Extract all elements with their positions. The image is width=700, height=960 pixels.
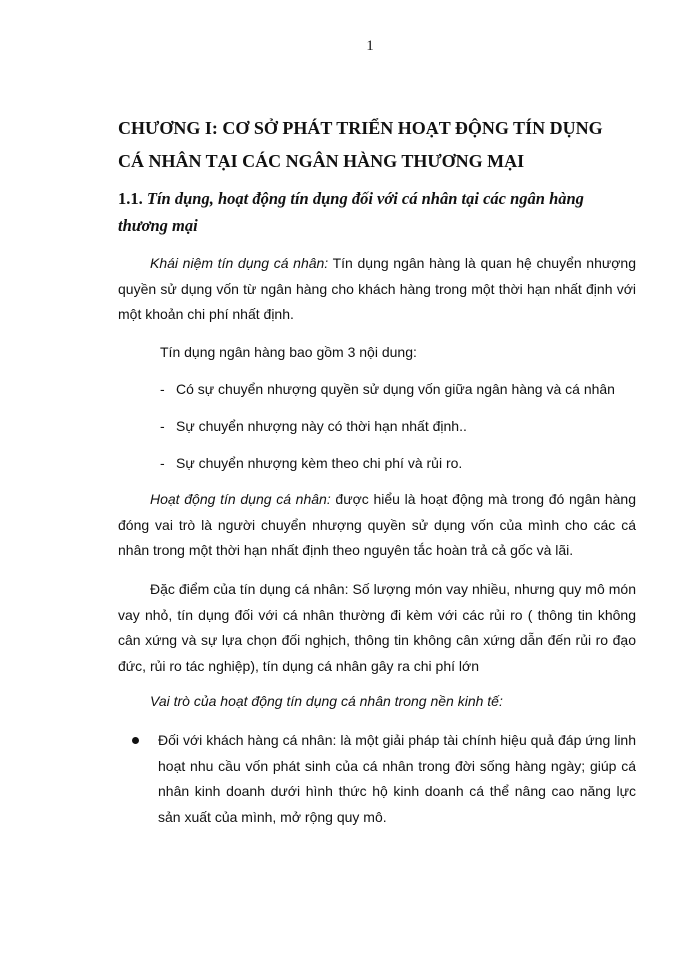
list-item-text: Có sự chuyển nhượng quyền sử dụng vốn giữa ngân hàng và cá nhân <box>176 381 615 397</box>
bullet-list <box>118 728 636 831</box>
activity-label: Hoạt động tín dụng cá nhân: <box>150 491 331 507</box>
list-item-text: Sự chuyển nhượng kèm theo chi phí và rủi ro. <box>176 455 463 471</box>
characteristics-paragraph: Đặc điểm của tín dụng cá nhân: Số lượng món vay nhiều, nhưng quy mô món vay nhỏ, tín dụng đối với cá nhân thường đi kèm với các rủi ro ( thông tin không cân xứng và sự lựa chọn đối nghịch, thông tin không cân xứng dẫn đến rủi ro đạo đức, rủi ro tác nghiệp), tín dụng cá nhân gây ra chi phí lớn <box>118 581 636 675</box>
dash-marker: - <box>160 455 165 471</box>
dash-marker: - <box>160 418 165 434</box>
section-heading <box>118 185 636 239</box>
list-item <box>160 377 636 401</box>
list-item <box>160 414 636 438</box>
activity-paragraph <box>118 487 636 564</box>
list-item <box>160 451 636 475</box>
dash-marker: - <box>160 381 165 397</box>
chapter-title <box>118 112 636 178</box>
bullet-item <box>118 728 636 831</box>
bullet-dot-icon <box>132 737 139 744</box>
bullet-item-text: Đối với khách hàng cá nhân: là một giải pháp tài chính hiệu quả đáp ứng linh hoạt nhu cầu vốn phát sinh của cá nhân trong đời sống hàng ngày; giúp cá nhân kinh doanh dưới hình thức hộ kinh doanh cá thể nâng cao năng lực sản xuất của mình, mở rộng quy mô. <box>158 732 636 826</box>
content-intro: Tín dụng ngân hàng bao gồm 3 nội dung: <box>160 344 417 360</box>
definition-text: Tín dụng ngân hàng là quan hệ chuyển nhượng quyền sử dụng vốn từ ngân hàng cho khách hàng trong một thời hạn nhất định với một khoản chi phí nhất định. <box>118 255 637 323</box>
definition-label: Khái niệm tín dụng cá nhân: <box>150 255 329 271</box>
chapter-title-line-2: CÁ NHÂN TẠI CÁC NGÂN HÀNG THƯƠNG MẠI <box>118 151 525 171</box>
activity-text: được hiểu là hoạt động mà trong đó ngân hàng đóng vai trò là người chuyển nhượng quyền sử dụng vốn của mình cho các cá nhân trong một thời hạn nhất định theo nguyên tắc hoàn trả cả gốc và lãi. <box>118 491 636 559</box>
role-heading: Vai trò của hoạt động tín dụng cá nhân trong nền kinh tế: <box>150 693 503 709</box>
definition-paragraph <box>118 251 636 328</box>
page-number: 1 <box>366 38 374 54</box>
section-number: 1.1. <box>118 189 143 208</box>
list-item-text: Sự chuyển nhượng này có thời hạn nhất định.. <box>176 418 467 434</box>
section-title: Tín dụng, hoạt động tín dụng đối với cá nhân tại các ngân hàng thương mại <box>118 189 584 235</box>
chapter-title-line-1: CHƯƠNG I: CƠ SỞ PHÁT TRIỂN HOẠT ĐỘNG TÍN DỤNG <box>118 118 603 138</box>
